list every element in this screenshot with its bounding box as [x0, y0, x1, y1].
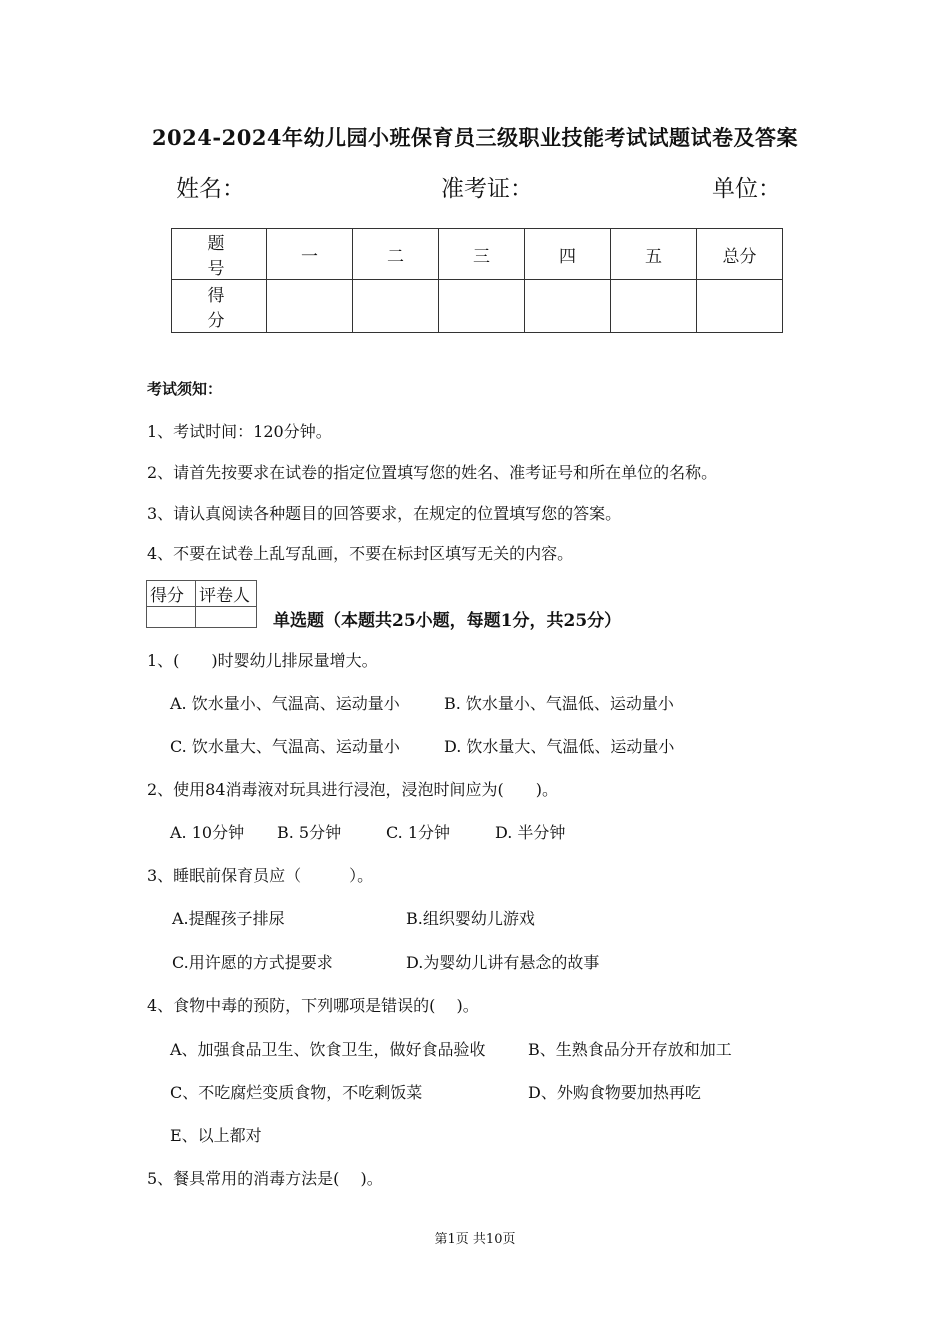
question-1: 1、( )时婴幼儿排尿量增大。: [147, 651, 378, 670]
score-row-label: 得 分: [172, 280, 267, 333]
document-title: 2024-2024年幼儿园小班保育员三级职业技能考试试题试卷及答案: [151, 125, 799, 150]
grader-reviewer-label: 评卷人: [196, 581, 257, 607]
q4-option-c[interactable]: C、不吃腐烂变质食物，不吃剩饭菜: [170, 1083, 423, 1102]
score-cell[interactable]: [697, 280, 783, 333]
notice-item: 3、请认真阅读各种题目的回答要求，在规定的位置填写您的答案。: [147, 504, 622, 523]
score-table-score-row: [172, 280, 783, 333]
q2-option-b[interactable]: B. 5分钟: [277, 823, 342, 842]
score-cell[interactable]: [267, 280, 353, 333]
q1-option-a[interactable]: A. 饮水量小、气温高、运动量小: [170, 694, 400, 713]
grader-score-cell[interactable]: [147, 607, 196, 628]
q2-option-d[interactable]: D. 半分钟: [495, 823, 566, 842]
q4-option-a[interactable]: A、加强食品卫生、饮食卫生，做好食品验收: [170, 1040, 486, 1059]
score-cell[interactable]: [611, 280, 697, 333]
q1-option-c[interactable]: C. 饮水量大、气温高、运动量小: [170, 737, 400, 756]
score-cell[interactable]: [353, 280, 439, 333]
q1-option-b[interactable]: B. 饮水量小、气温低、运动量小: [444, 694, 674, 713]
q2-option-c[interactable]: C. 1分钟: [386, 823, 451, 842]
unit-label: 单位：: [712, 176, 781, 202]
grader-reviewer-cell[interactable]: [196, 607, 257, 628]
score-table: [171, 228, 783, 333]
section-3-header: 三: [439, 229, 525, 280]
question-4: 4、食物中毒的预防，下列哪项是错误的( )。: [147, 996, 479, 1015]
notice-item: 4、不要在试卷上乱写乱画，不要在标封区填写无关的内容。: [147, 544, 574, 563]
score-cell[interactable]: [525, 280, 611, 333]
question-3: 3、睡眠前保育员应（ ）。: [147, 866, 374, 885]
q4-option-e[interactable]: E、以上都对: [170, 1126, 262, 1145]
grader-score-label: 得分: [147, 581, 196, 607]
q4-option-d[interactable]: D、外购食物要加热再吃: [528, 1083, 701, 1102]
section-1-header: 一: [267, 229, 353, 280]
grader-table: [146, 580, 257, 628]
question-5: 5、餐具常用的消毒方法是( )。: [147, 1169, 383, 1188]
notice-item: 1、考试时间：120分钟。: [147, 422, 332, 441]
question-2: 2、使用84消毒液对玩具进行浸泡，浸泡时间应为( )。: [147, 780, 559, 799]
notice-title: 考试须知：: [147, 380, 223, 398]
exam-id-label: 准考证：: [441, 176, 533, 202]
section-5-header: 五: [611, 229, 697, 280]
question-number-header: 题 号: [172, 229, 267, 280]
q4-option-b[interactable]: B、生熟食品分开存放和加工: [528, 1040, 732, 1059]
q1-option-d[interactable]: D. 饮水量大、气温低、运动量小: [444, 737, 675, 756]
notice-item: 2、请首先按要求在试卷的指定位置填写您的姓名、准考证号和所在单位的名称。: [147, 463, 718, 482]
q3-option-a[interactable]: A.提醒孩子排尿: [172, 909, 285, 928]
q3-option-c[interactable]: C.用许愿的方式提要求: [172, 953, 333, 972]
total-header: 总分: [697, 229, 783, 280]
section-4-header: 四: [525, 229, 611, 280]
q3-option-b[interactable]: B.组织婴幼儿游戏: [406, 909, 535, 928]
score-table-header-row: [172, 229, 783, 280]
q2-option-a[interactable]: A. 10分钟: [170, 823, 245, 842]
section-title: 单选题（本题共25小题，每题1分，共25分）: [273, 611, 622, 631]
q3-option-d[interactable]: D.为婴幼儿讲有悬念的故事: [406, 953, 600, 972]
name-label: 姓名：: [176, 176, 245, 202]
score-cell[interactable]: [439, 280, 525, 333]
section-2-header: 二: [353, 229, 439, 280]
page-footer: 第1页 共10页: [434, 1232, 516, 1247]
